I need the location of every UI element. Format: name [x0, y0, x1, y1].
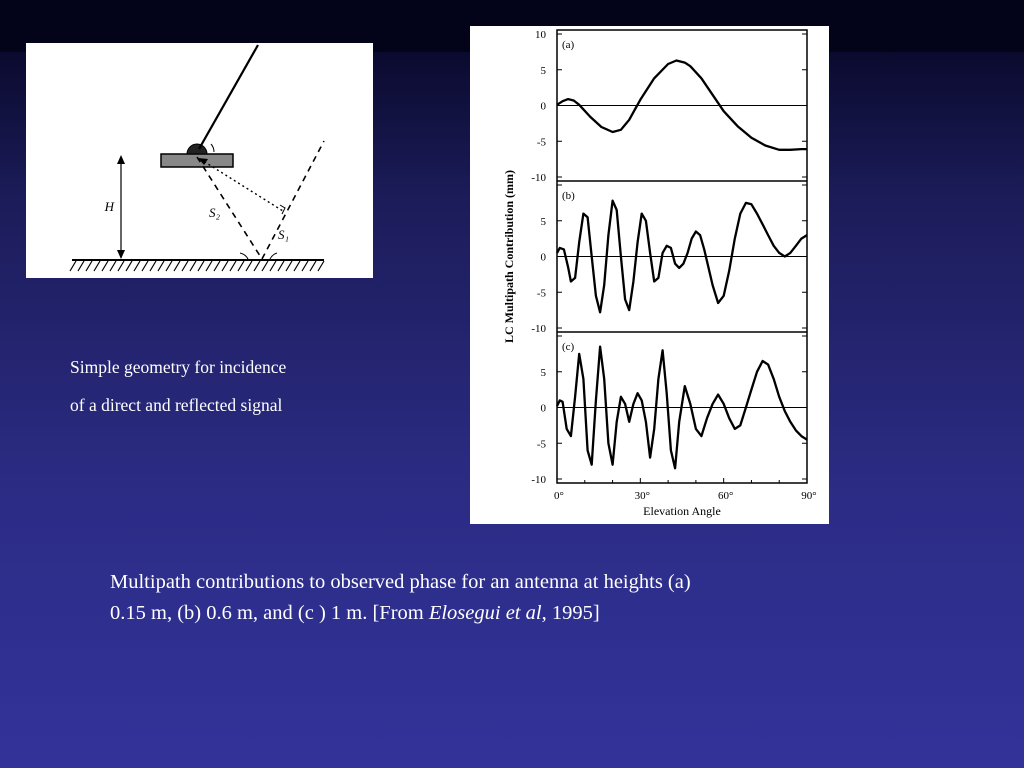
- s1-label: S₁: [278, 227, 290, 242]
- geometry-caption: [70, 348, 390, 424]
- ground-hatching: [70, 261, 324, 271]
- y-tick-label: -10: [531, 474, 546, 486]
- y-tick-label: -10: [531, 323, 546, 335]
- panel-label: (a): [562, 39, 575, 51]
- panel-label: (c): [562, 341, 575, 353]
- height-label: H: [104, 199, 114, 214]
- y-tick-label: 0: [540, 251, 546, 264]
- y-tick-label: -10: [531, 172, 546, 184]
- geometry-caption-line-2: of a direct and reflected signal: [70, 395, 283, 415]
- main-caption-line-2-text: 0.15 m, (b) 0.6 m, and (c ) 1 m. [From: [110, 602, 429, 624]
- height-arrowhead-top: [117, 155, 125, 164]
- geometry-diagram: [26, 43, 373, 278]
- multipath-chart-svg: [470, 26, 829, 524]
- direct-signal-ray: [199, 45, 258, 149]
- reflection-angle-arc: [270, 253, 277, 259]
- panel-label: (b): [562, 190, 575, 202]
- incidence-angle-arc: [240, 253, 248, 259]
- x-tick-label: 60°: [717, 490, 734, 502]
- main-caption-line-2: [110, 598, 890, 629]
- y-tick-label: 5: [540, 215, 546, 228]
- y-tick-label: 0: [540, 100, 546, 113]
- reflected-ray-up: [262, 141, 324, 259]
- height-arrowhead-bottom: [117, 250, 125, 259]
- x-axis-label: Elevation Angle: [643, 504, 721, 518]
- y-tick-label: -5: [536, 136, 546, 149]
- y-tick-label: 10: [535, 29, 546, 41]
- multipath-chart: [470, 26, 829, 524]
- x-tick-label: 0°: [554, 490, 564, 502]
- x-tick-label: 90°: [801, 490, 817, 502]
- main-caption-line-1: Multipath contributions to observed phase for an antenna at heights (a): [110, 571, 691, 593]
- geometry-caption-line-1: Simple geometry for incidence: [70, 357, 287, 377]
- y-axis-label: LC Multipath Contribution (mm): [502, 169, 516, 344]
- direct-angle-arc: [211, 144, 214, 152]
- y-tick-label: 0: [540, 402, 546, 415]
- s2-label: S₂: [209, 205, 221, 220]
- main-caption: [110, 567, 890, 629]
- citation-authors: Elosegui et al: [428, 602, 542, 624]
- geometry-figure: [26, 43, 373, 278]
- y-tick-label: -5: [536, 287, 546, 300]
- y-tick-label: 5: [540, 64, 546, 77]
- y-tick-label: -5: [536, 438, 546, 451]
- y-tick-label: 5: [540, 366, 546, 379]
- x-tick-label: 30°: [634, 490, 651, 502]
- antenna-element: [187, 144, 207, 154]
- antenna-plate: [161, 154, 233, 167]
- reflected-ray-down: [197, 157, 262, 259]
- citation-year: , 1995]: [541, 602, 600, 624]
